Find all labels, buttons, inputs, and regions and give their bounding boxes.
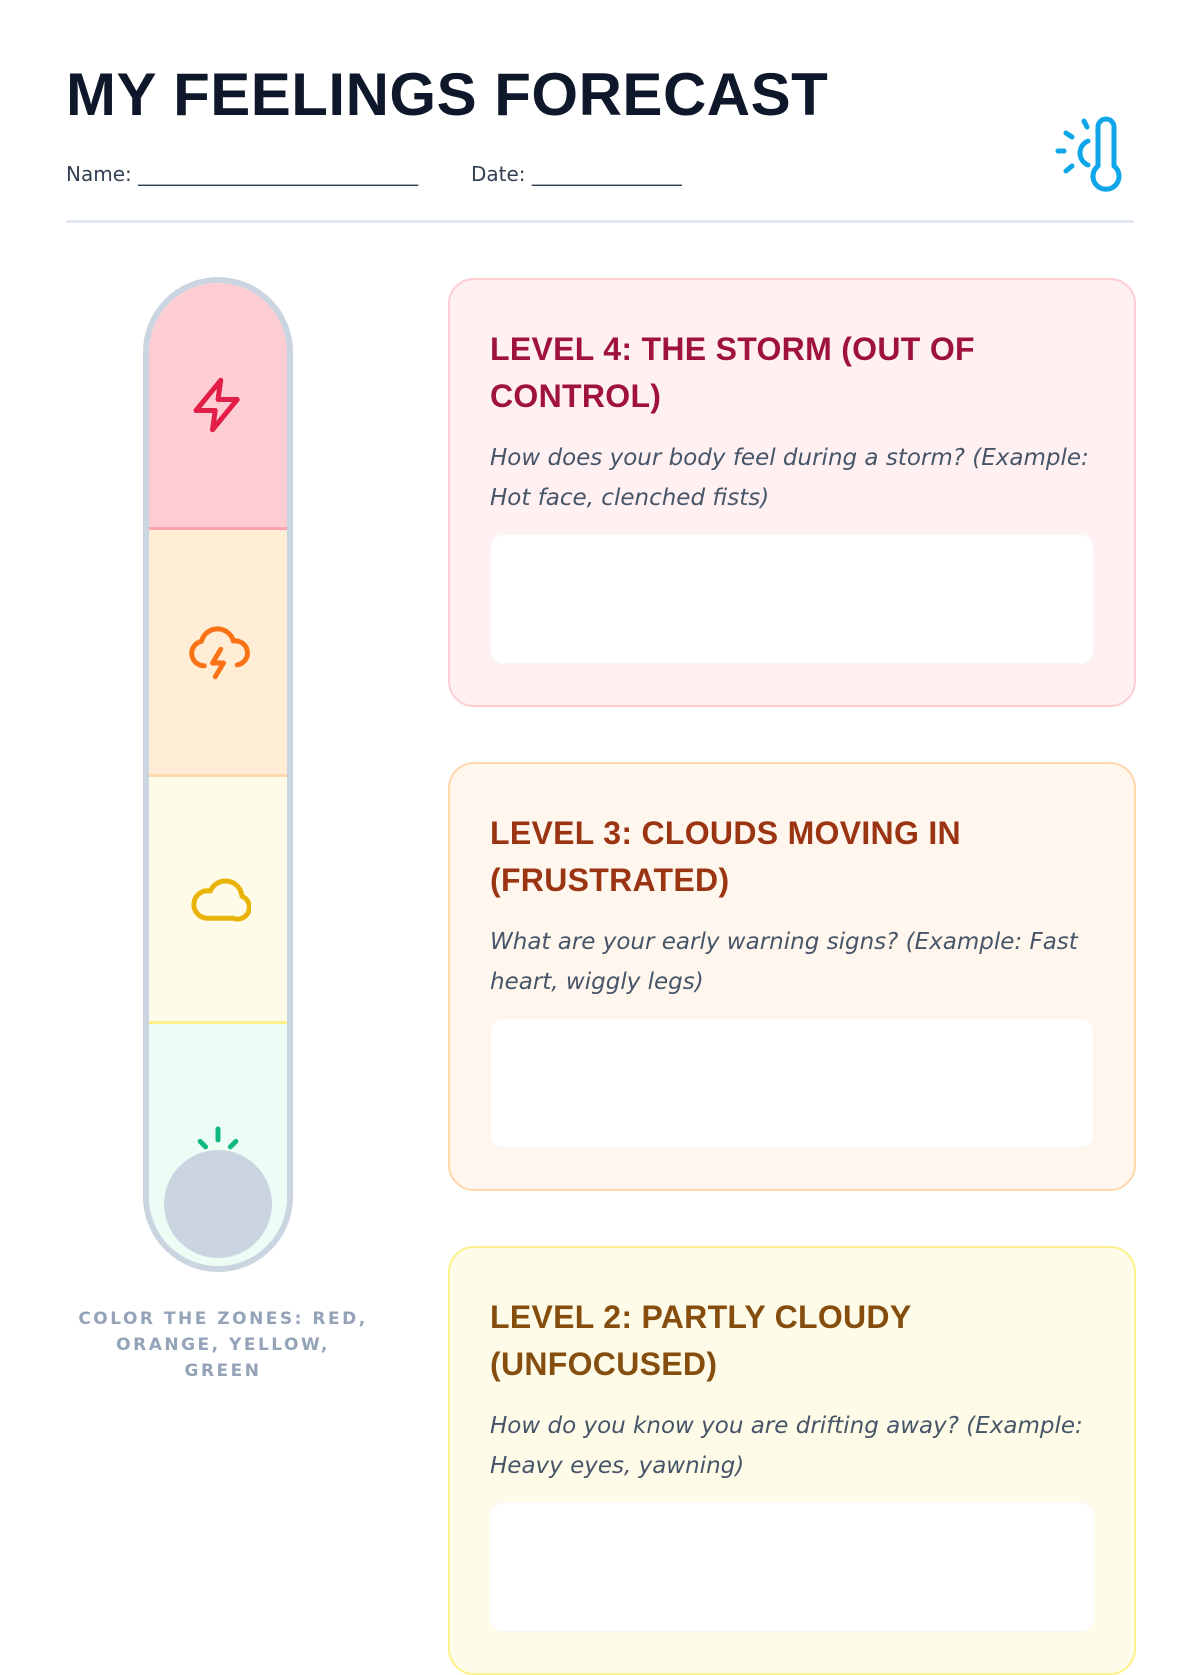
lightning-bolt-icon — [185, 372, 251, 438]
cloud-lightning-icon — [185, 619, 251, 685]
thermometer-bulb — [164, 1150, 272, 1258]
card-level-4 — [448, 278, 1136, 707]
feelings-thermometer — [143, 277, 293, 1272]
page-title: MY FEELINGS FORECAST — [66, 61, 829, 128]
answer-box[interactable] — [490, 1502, 1094, 1632]
card-title: LEVEL 2: PARTLY CLOUDY (UNFOCUSED) — [490, 1299, 911, 1382]
zone-red[interactable] — [149, 283, 287, 530]
answer-box[interactable] — [490, 534, 1094, 664]
card-level-3 — [448, 762, 1136, 1191]
header-divider — [66, 220, 1134, 223]
thermometer-caption: COLOR THE ZONES: RED, ORANGE, YELLOW, GREEN — [78, 1309, 368, 1381]
card-title: LEVEL 3: CLOUDS MOVING IN (FRUSTRATED) — [490, 815, 961, 898]
cloud-icon — [185, 866, 251, 932]
date-field-label[interactable]: Date: _______________ — [471, 162, 682, 186]
zone-yellow[interactable] — [149, 777, 287, 1024]
card-prompt: What are your early warning signs? (Example: Fast heart, wiggly legs) — [490, 929, 1078, 995]
card-prompt: How do you know you are drifting away? (Example: Heavy eyes, yawning) — [490, 1413, 1083, 1479]
card-title: LEVEL 4: THE STORM (OUT OF CONTROL) — [490, 331, 975, 414]
card-prompt: How does your body feel during a storm? (Example: Hot face, clenched fists) — [490, 445, 1089, 511]
answer-box[interactable] — [490, 1018, 1094, 1148]
name-field-label[interactable]: Name: ____________________________ — [66, 162, 419, 186]
zone-orange[interactable] — [149, 530, 287, 777]
sun-thermometer-icon — [1054, 113, 1136, 195]
card-level-2 — [448, 1246, 1136, 1675]
